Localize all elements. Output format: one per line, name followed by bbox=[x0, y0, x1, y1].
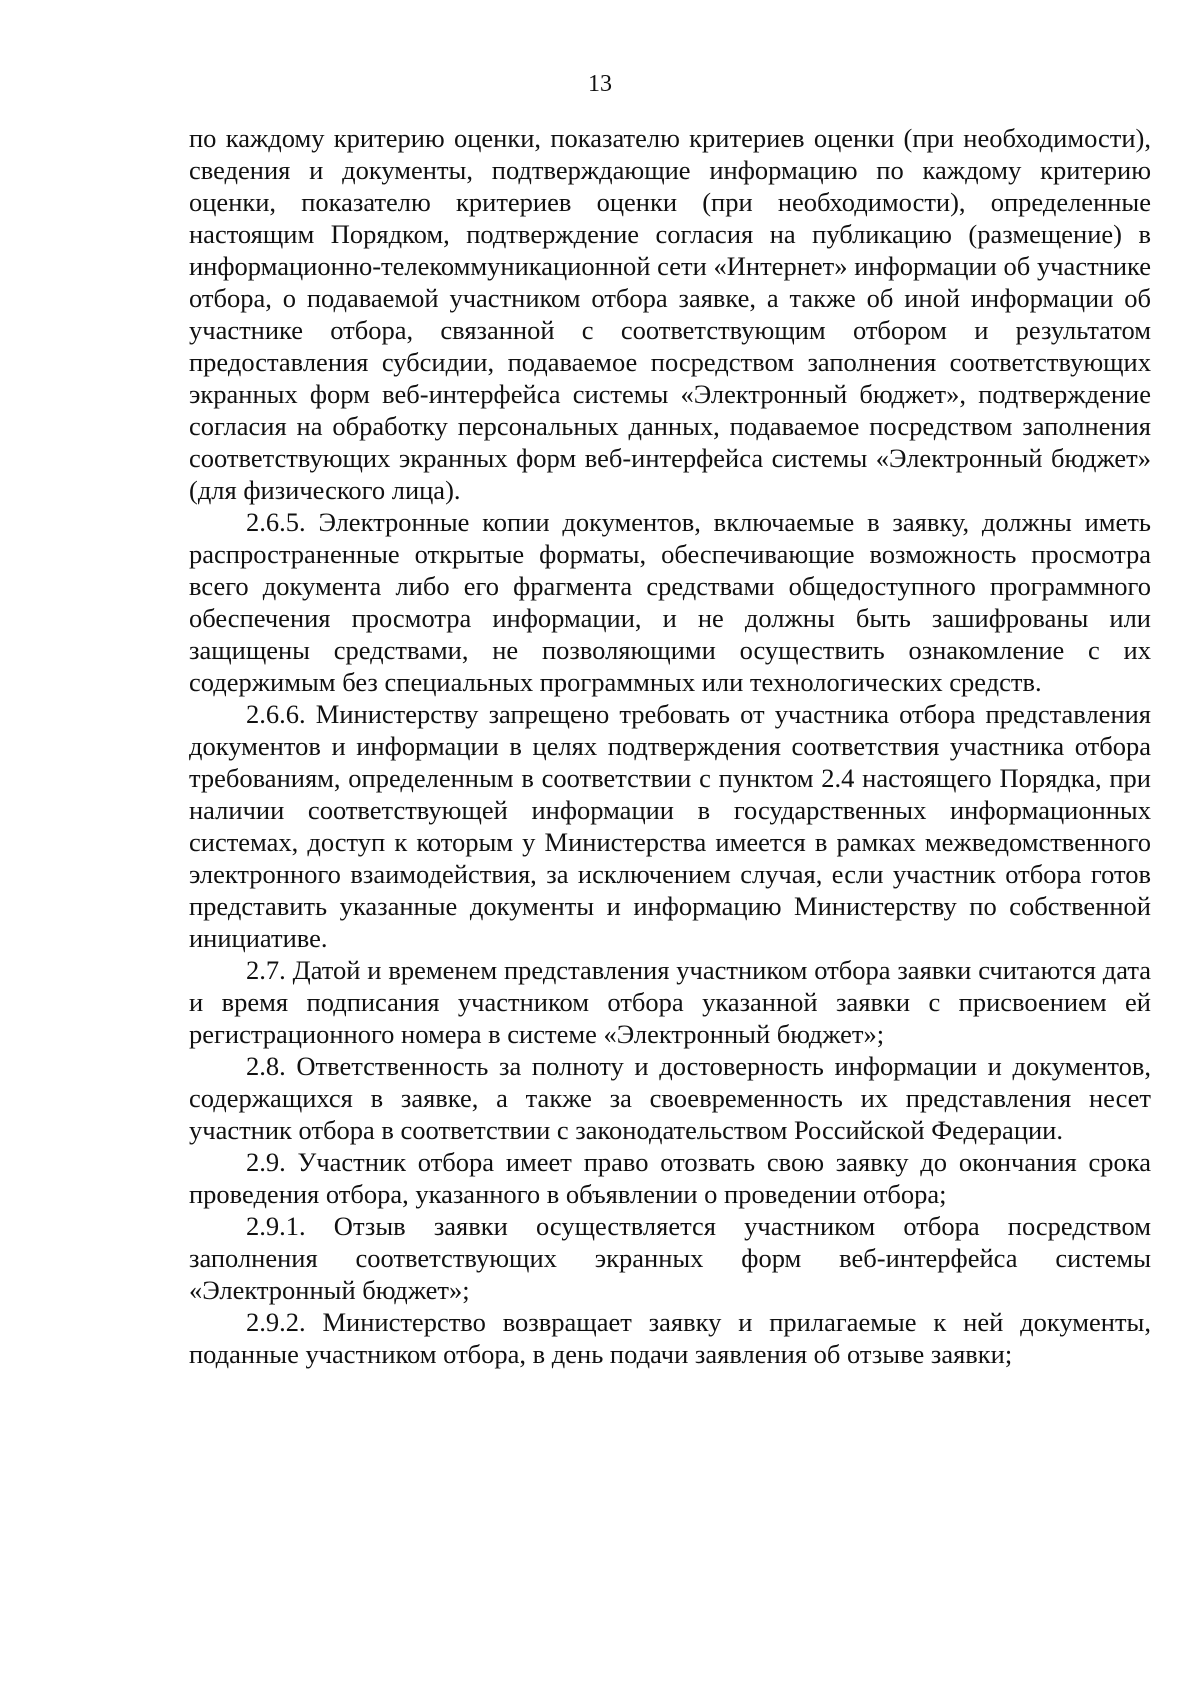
paragraph-2-8: 2.8. Ответственность за полноту и достоверность информации и документов, содержащихся в заявке, а также за своевременность их представления несет участник отбора в соответствии с законодательством Российской Федерации. bbox=[189, 1051, 1151, 1145]
paragraph-2-6-5: 2.6.5. Электронные копии документов, включаемые в заявку, должны иметь распространенные открытые форматы, обеспечивающие возможность просмотра всего документа либо его фрагмента средствами общедоступного программного обеспечения просмотра информации, и не должны быть зашифрованы или защищены средствами, не позволяющими осуществить ознакомление с их содержимым без специальных программных или технологических средств. bbox=[189, 507, 1151, 697]
document-body bbox=[189, 122, 1151, 1370]
paragraph-2-9-1: 2.9.1. Отзыв заявки осуществляется участником отбора посредством заполнения соответствующих экранных форм веб-интерфейса системы «Электронный бюджет»; bbox=[189, 1211, 1151, 1305]
paragraph-2-9-2: 2.9.2. Министерство возвращает заявку и прилагаемые к ней документы, поданные участником отбора, в день подачи заявления об отзыве заявки; bbox=[189, 1307, 1151, 1369]
paragraph-2-6-6: 2.6.6. Министерству запрещено требовать от участника отбора представления документов и информации в целях подтверждения соответствия участника отбора требованиям, определенным в соответствии с пунктом 2.4 настоящего Порядка, при наличии соответствующей информации в государственных информационных системах, доступ к которым у Министерства имеется в рамках межведомственного электронного взаимодействия, за исключением случая, если участник отбора готов представить указанные документы и информацию Министерству по собственной инициативе. bbox=[189, 699, 1151, 953]
page-number: 13 bbox=[588, 71, 612, 97]
paragraph-2-7: 2.7. Датой и временем представления участником отбора заявки считаются дата и время подписания участником отбора указанной заявки с присвоением ей регистрационного номера в системе «Электронный бюджет»; bbox=[189, 955, 1151, 1049]
paragraph-2-9: 2.9. Участник отбора имеет право отозвать свою заявку до окончания срока проведения отбора, указанного в объявлении о проведении отбора; bbox=[189, 1147, 1151, 1209]
paragraph-criteria-continuation: по каждому критерию оценки, показателю критериев оценки (при необходимости), сведения и документы, подтверждающие информацию по каждому критерию оценки, показателю критериев оценки (при необходимости), определенные настоящим Порядком, подтверждение согласия на публикацию (размещение) в информационно-телекоммуникационной сети «Интернет» информации об участнике отбора, о подаваемой участником отбора заявке, а также об иной информации об участнике отбора, связанной с соответствующим отбором и результатом предоставления субсидии, подаваемое посредством заполнения соответствующих экранных форм веб-интерфейса системы «Электронный бюджет», подтверждение согласия на обработку персональных данных, подаваемое посредством заполнения соответствующих экранных форм веб-интерфейса системы «Электронный бюджет» (для физического лица). bbox=[189, 123, 1151, 505]
